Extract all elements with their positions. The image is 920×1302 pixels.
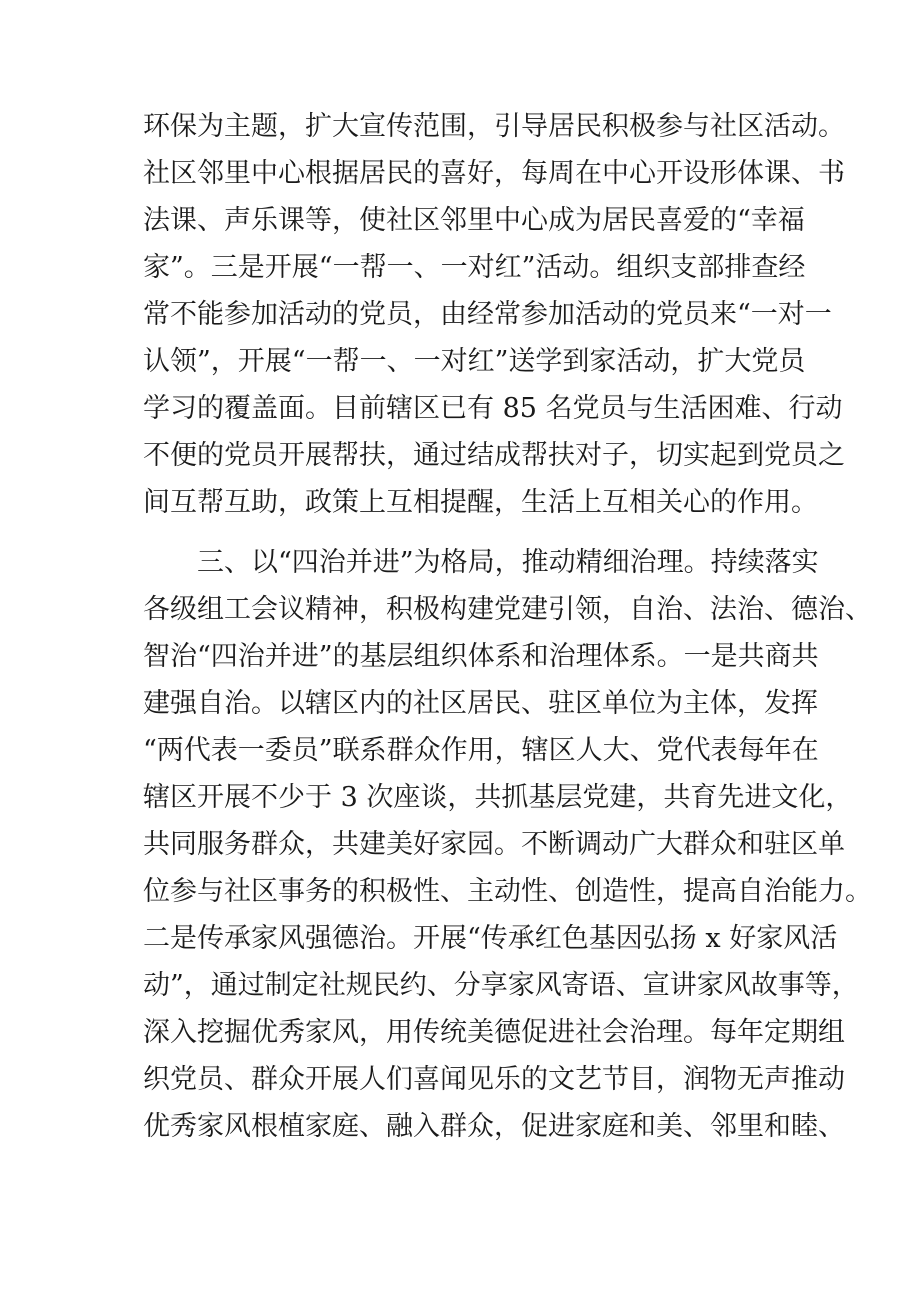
text-line: 位参与社区事务的积极性、主动性、创造性，提高自治能力。 [143, 876, 872, 907]
text-line: 间互帮互助，政策上互相提醒，生活上互相关心的作用。 [143, 487, 818, 518]
text-line: 优秀家风根植家庭、融入群众，促进家庭和美、邻里和睦、 [143, 1111, 845, 1142]
paragraph-start-line: 三、以“四治并进”为格局，推动精细治理。持续落实 [143, 547, 819, 578]
text-line: 家”。三是开展“一帮一、一对红”活动。组织支部排查经 [143, 252, 806, 283]
text-line: “两代表一委员”联系群众作用，辖区人大、党代表每年在 [143, 735, 819, 766]
text-line: 二是传承家风强德治。开展“传承红色基因弘扬 x 好家风活 [143, 923, 838, 954]
text-line: 织党员、群众开展人们喜闻见乐的文艺节目，润物无声推动 [143, 1064, 845, 1095]
text-line: 学习的覆盖面。目前辖区已有 85 名党员与生活困难、行动 [143, 393, 843, 424]
text-line: 智治“四治并进”的基层组织体系和治理体系。一是共商共 [143, 641, 819, 672]
text-line: 共同服务群众，共建美好家园。不断调动广大群众和驻区单 [143, 829, 845, 860]
text-line: 环保为主题，扩大宣传范围，引导居民积极参与社区活动。 [143, 111, 845, 142]
text-line: 认领”，开展“一帮一、一对红”送学到家活动，扩大党员 [143, 346, 806, 377]
text-line: 辖区开展不少于 3 次座谈，共抓基层党建，共育先进文化， [143, 782, 853, 813]
text-line: 不便的党员开展帮扶，通过结成帮扶对子，切实起到党员之 [143, 440, 845, 471]
text-line: 社区邻里中心根据居民的喜好，每周在中心开设形体课、书 [143, 158, 845, 189]
text-line: 法课、声乐课等，使社区邻里中心成为居民喜爱的“幸福 [143, 205, 805, 236]
text-line: 动”，通过制定社规民约、分享家风寄语、宣讲家风故事等， [143, 970, 859, 1001]
text-line: 常不能参加活动的党员，由经常参加活动的党员来“一对一 [143, 299, 832, 330]
text-line: 深入挖掘优秀家风，用传统美德促进社会治理。每年定期组 [143, 1017, 845, 1048]
text-line: 建强自治。以辖区内的社区居民、驻区单位为主体，发挥 [143, 688, 818, 719]
text-line: 各级组工会议精神，积极构建党建引领，自治、法治、德治、 [143, 594, 872, 625]
